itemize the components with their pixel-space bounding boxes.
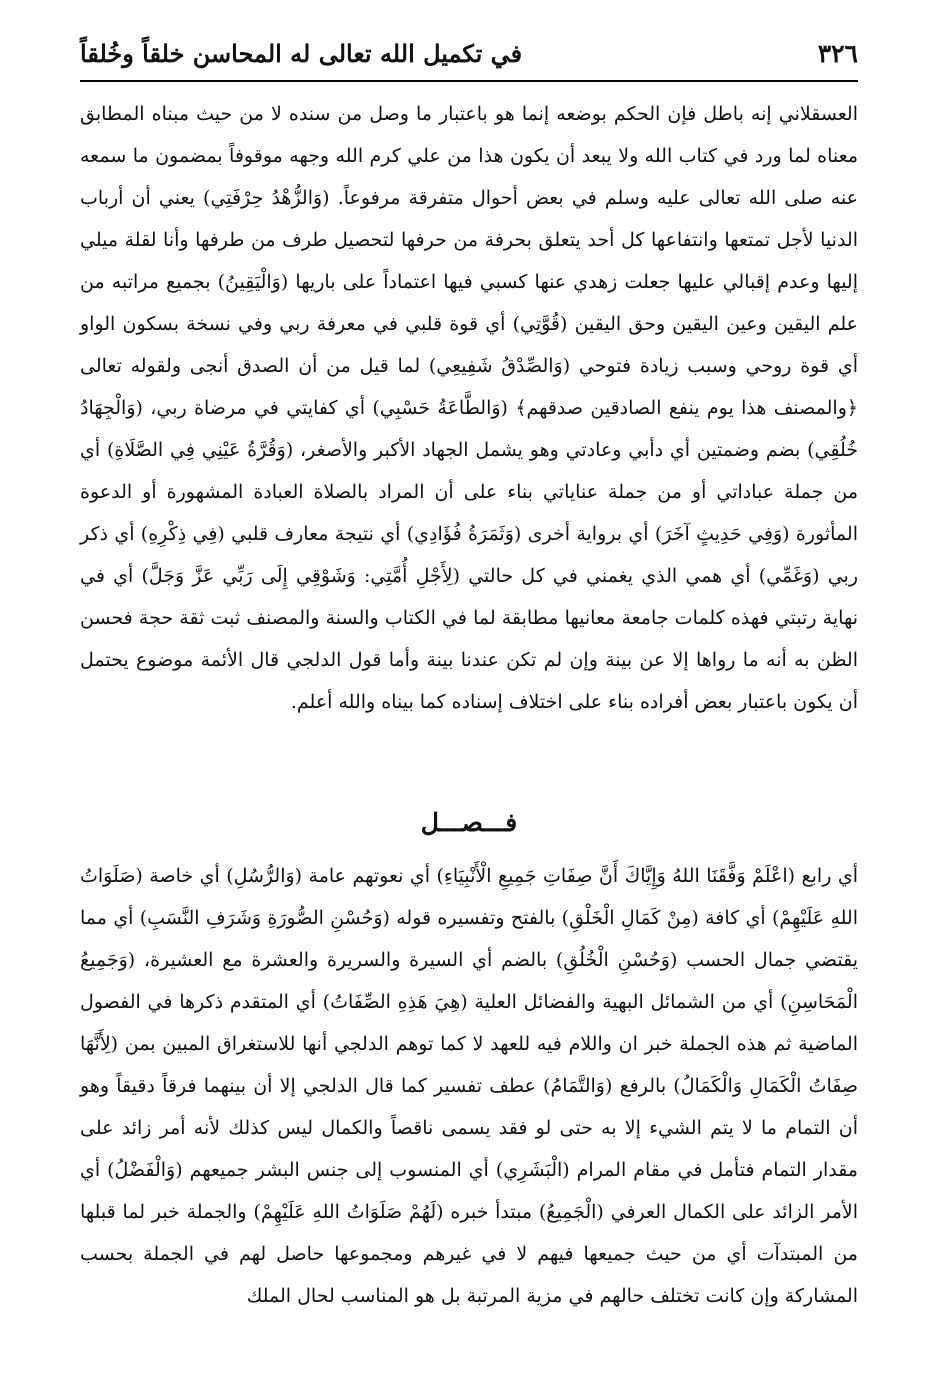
page-header xyxy=(80,30,858,76)
body-paragraph-2: أي رابع (اعْلَمْ وَفَّقَنَا اللهُ وَإِيَّاكَ أَنَّ صِفَاتِ جَمِيعِ الْأَنْبِيَاءِ) أي نعوتهم عامة (وَالرُّسُلِ) أي خاصة (صَلَوَاتُ اللهِ عَلَيْهِمْ) أي كافة (مِنْ كَمَالِ الْخَلْقِ) بالفتح وتفسيره قوله (وَحُسْنِ الصُّورَةِ وَشَرَفِ النَّسَبِ) أي مما يقتضي جمال الحسب (وَحُسْنِ الْخُلُقِ) بالضم أي السيرة والسريرة والعشرة مع العشيرة، (وَجَمِيعُ الْمَحَاسِنِ) أي من الشمائل البهية والفضائل العلية (هِيَ هَذِهِ الصِّفَاتُ) أي المتقدم ذكرها في الفصول الماضية ثم هذه الجملة خبر ان واللام فيه للعهد لا كما توهم الدلجي أنها للاستغراق المبين بمن (لِأَنَّهَا صِفَاتُ الْكَمَالِ وَالْكَمَالُ) بالرفع (وَالتَّمَامُ) عطف تفسير كما قال الدلجي إلا أن بينهما فرقاً دقيقاً وهو أن التمام ما لا يتم الشيء إلا به حتى لو فقد يسمى ناقصاً والكمال ليس كذلك لأنه أمر زائد على مقدار التمام فتأمل في مقام المرام (الْبَشَرِي) أي المنسوب إلى جنس البشر جميعهم (وَالْفَضْلُ) أي الأمر الزائد على الكمال العرفي (الْجَمِيعُ) مبتدأ خبره (لَهُمْ صَلَوَاتُ اللهِ عَلَيْهِمْ) والجملة خبر لما قبلها من المبتدآت أي من حيث جميعها فيهم لا في غيرهم ومجموعها حاصل لهم في الجملة بحسب المشاركة وإن كانت تختلف حالهم في مزية المرتبة بل هو المناسب لحال الملك xyxy=(80,865,859,1307)
body-paragraph-1: العسقلاني إنه باطل فإن الحكم بوضعه إنما هو باعتبار ما وصل من سنده لا من حيث مبناه المطابق معناه لما ورد في كتاب الله ولا يبعد أن يكون هذا من علي كرم الله وجهه موقوفاً بمضمون ما سمعه عنه صلى الله تعالى عليه وسلم في بعض أحوال متفرقة مرفوعاً. (وَالزُّهْدُ حِرْفَتِي) يعني أن أرباب الدنيا لأجل تمتعها وانتفاعها كل أحد يتعلق بحرفة من حرفها لتحصيل طرف من طرفها وأنا لقلة ميلي إليها وعدم إقبالي عليها جعلت زهدي عنها كسبي فيها اعتماداً على باريها (وَالْيَقِينُ) بجميع مراتبه من علم اليقين وعين اليقين وحق اليقين (قُوَّتِي) أي قوة قلبي في معرفة ربي وفي نسخة بسكون الواو أي قوة روحي وسبب زيادة فتوحي (وَالصِّدْقُ شَفِيعِي) لما قيل من أن الصدق أنجى ولقوله تعالى ﴿والمصنف هذا يوم ينفع الصادقين صدقهم﴾ (وَالطَّاعَةُ حَسْبِي) أي كفايتي في مرضاة ربي، (وَالْجِهَادُ خُلُقِي) بضم وضمتين أي دأبي وعادتي وهو يشمل الجهاد الأكبر والأصغر، (وَقُرَّةُ عَيْنِي فِي الصَّلَاةِ) أي من جملة عباداتي أو من جملة عناياتي بناء على أن المراد بالصلاة العبادة المشهورة أو الدعوة المأثورة (وَفِي حَدِيثٍ آخَرَ) أي برواية أخرى (وَثَمَرَةُ فُؤَادِي) أي نتيجة معارف قلبي (فِي ذِكْرِهِ) أي ذكر ربي (وَغَمِّي) أي همي الذي يغمني في كل حالتي (لِأَجْلِ أُمَّتِي: وَشَوْقِي إِلَى رَبِّي عَزَّ وَجَلَّ) أي في نهاية رتبتي فهذه كلمات جامعة معانيها مطابقة لما في الكتاب والسنة والمصنف ثبت ثقة حجة فحسن الظن به أنه ما رواها إلا عن بينة وإن لم تكن عندنا بينة وأما قول الدلجي قال الأئمة موضوع يحتمل أن يكون باعتبار بعض أفراده بناء على اختلاف إسناده كما بيناه والله أعلم. xyxy=(80,103,858,713)
running-title: في تكميل الله تعالى له المحاسن خلقاً وخُلقاً xyxy=(80,38,523,68)
section-heading: فـــصـــل xyxy=(420,808,518,837)
page-number: ٣٢٦ xyxy=(817,38,858,68)
header-divider xyxy=(80,80,858,82)
